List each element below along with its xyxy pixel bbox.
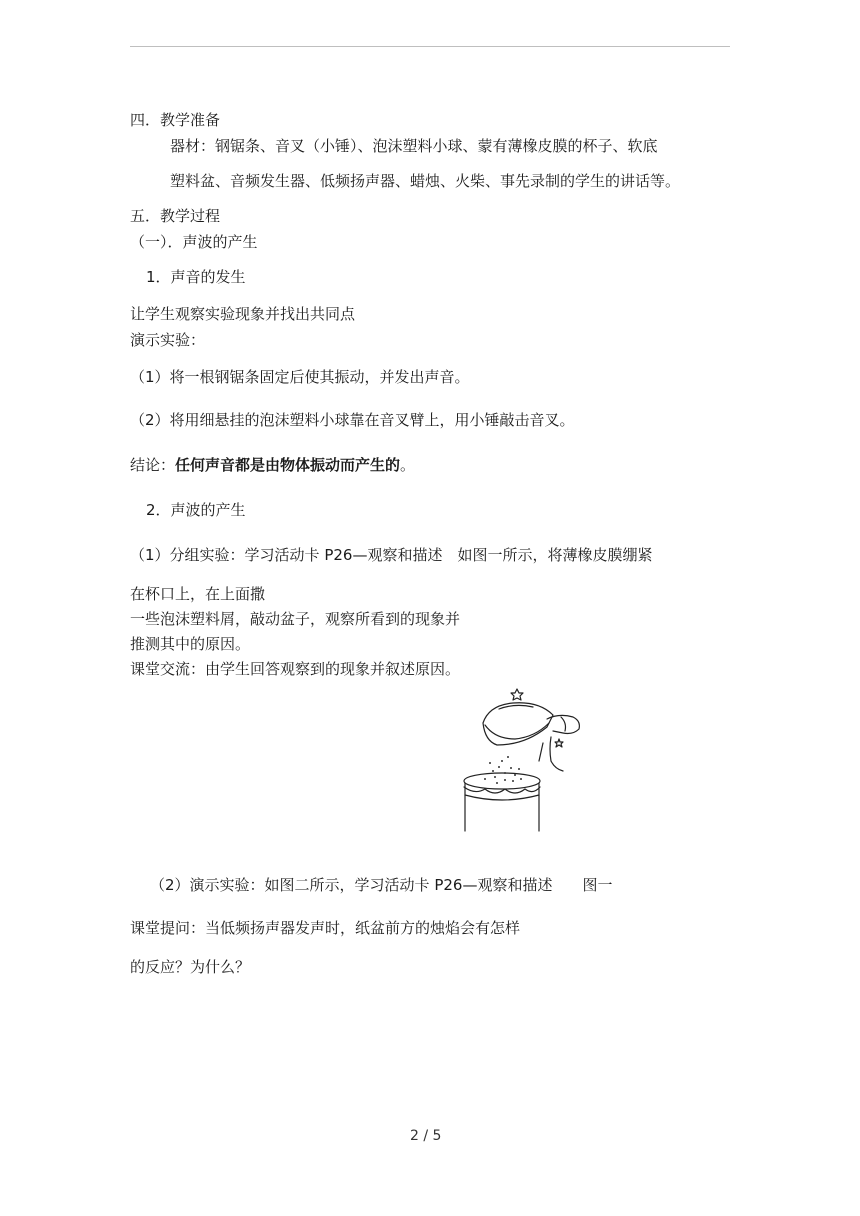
materials-line-2: 塑料盆、音频发生器、低频扬声器、蜡烛、火柴、事先录制的学生的讲话等。 — [170, 172, 681, 190]
demo-2: （2）将用细悬挂的泡沫塑料小球靠在音叉臂上，用小锤敲击音叉。 — [130, 411, 575, 429]
group-experiment-line-4: 推测其中的原因。 — [130, 635, 251, 653]
demo-experiment-2: （2）演示实验：如图二所示，学习活动卡 P26—观察和描述 图一 — [150, 876, 613, 894]
sub-2-heading: 2．声波的产生 — [146, 501, 246, 519]
foam-particles — [484, 756, 522, 784]
stick-line — [539, 743, 543, 761]
section-4-heading: 四．教学准备 — [130, 111, 221, 129]
group-experiment-line-2: 在杯口上，在上面撒 — [130, 585, 266, 603]
observe-text: 让学生观察实验现象并找出共同点 — [130, 305, 356, 323]
group-experiment-line-1: （1）分组实验：学习活动卡 P26—观察和描述 如图一所示，将薄橡皮膜绷紧 — [130, 546, 653, 564]
classroom-exchange: 课堂交流：由学生回答观察到的现象并叙述原因。 — [130, 660, 461, 678]
bowl-inner-line — [485, 723, 549, 739]
demo-label: 演示实验： — [130, 331, 206, 349]
sub-1-heading: 1．声音的发生 — [146, 268, 246, 286]
conclusion-label: 结论： — [130, 456, 176, 474]
classroom-question-line-1: 课堂提问：当低频扬声器发声时，纸盆前方的烛焰会有怎样 — [130, 919, 521, 937]
conclusion — [130, 455, 415, 475]
header-rule — [130, 46, 730, 47]
star-icon — [555, 739, 563, 747]
cup-band — [465, 795, 539, 800]
conclusion-text: 任何声音都是由物体振动而产生的 — [175, 456, 401, 474]
conclusion-end: 。 — [400, 456, 416, 474]
membrane-top — [464, 773, 540, 789]
membrane-edge — [464, 787, 540, 793]
part-1-heading: （一）．声波的产生 — [130, 233, 258, 251]
group-experiment-line-3: 一些泡沫塑料屑，敲动盆子，观察所看到的现象并 — [130, 610, 461, 628]
demo-1: （1）将一根钢锯条固定后使其振动，并发出声音。 — [130, 368, 470, 386]
section-5-heading: 五．教学过程 — [130, 207, 221, 225]
star-icon — [511, 689, 523, 700]
bowl-rim-line — [499, 705, 533, 709]
finger-line — [561, 717, 566, 731]
figure-one-illustration — [455, 683, 605, 838]
classroom-question-line-2: 的反应？为什么？ — [130, 958, 251, 976]
materials-line-1: 器材：钢锯条、音叉（小锤）、泡沫塑料小球、蒙有薄橡皮膜的杯子、软底 — [170, 137, 658, 155]
page-number: 2 / 5 — [410, 1128, 442, 1144]
